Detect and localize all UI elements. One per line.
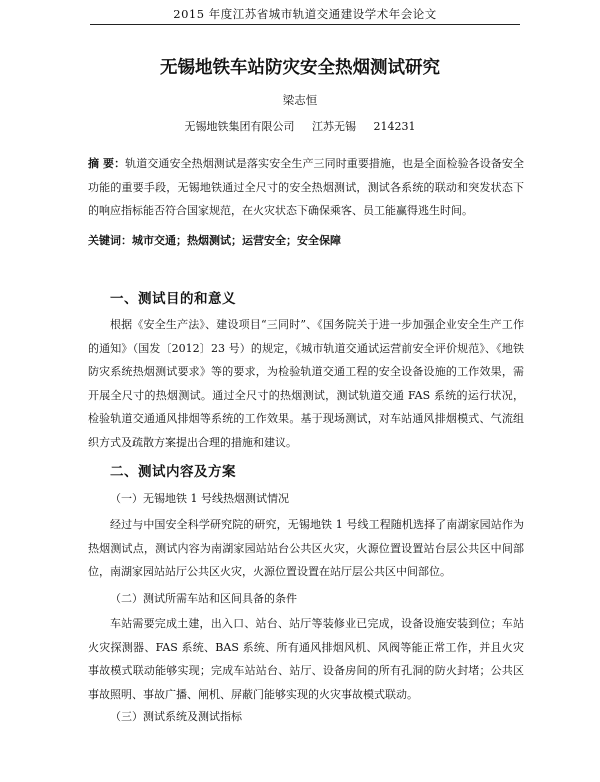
author-name: 梁志恒 [282,93,318,107]
subsection-1-heading: （一）无锡地铁 1 号线热烟测试情况 [110,492,289,505]
subsection-1-paragraph: 经过与中国安全科学研究院的研究，无锡地铁 1 号线工程随机选择了南湖家园站作为热烟测试点，测试内容为南湖家园站站台公共区火灾，火源位置设置站台层公共区中间部位，南湖家园站站厅公共区火灾，火源位置设置在站厅层公共区中间部位。 [88,518,524,578]
author-affiliation: 无锡地铁集团有限公司 江苏无锡 214231 [184,120,416,133]
keywords-text: 城市交通；热烟测试；运营安全；安全保障 [132,234,341,247]
section-1-heading: 一、测试目的和意义 [110,291,236,307]
keywords [88,232,524,248]
abstract-text: 轨道交通安全热烟测试是落实安全生产三同时重要措施，也是全面检验各设备安全功能的重要手段，无锡地铁通过全尺寸的安全热烟测试，测试各系统的联动和突发状态下的响应指标能否符合国家规范，在火灾状态下确保乘客、员工能赢得逃生时间。 [88,157,524,217]
running-header: 2015 年度江苏省城市轨道交通建设学术年会论文 [90,6,520,25]
section-2-heading: 二、测试内容及方案 [110,464,236,480]
subsection-2-heading: （二）测试所需车站和区间具备的条件 [110,592,297,605]
paper-title: 无锡地铁车站防灾安全热烟测试研究 [160,58,440,78]
subsection-3-heading: （三）测试系统及测试指标 [110,710,242,723]
abstract [88,152,524,223]
section-1-paragraph: 根据《安全生产法》、建设项目“三同时”、《国务院关于进一步加强企业安全生产工作的通知》（国发〔2012〕23 号）的规定，《城市轨道交通试运营前安全评价规范》、《地铁防灾系统热烟测试要求》等的要求，为检验轨道交通工程的安全设备设施的工作效果，需开展全尺寸的热烟测试。通过全尺寸的热烟测试，测试轨道交通 FAS 系统的运行状况，检验轨道交通通风排烟等系统的工作效果。基于现场测试，对车站通风排烟模式、气流组织方式及疏散方案提出合理的措施和建议。 [88,318,524,449]
keywords-label: 关键词： [88,234,132,247]
abstract-label: 摘 要： [88,157,126,170]
subsection-2-paragraph: 车站需要完成土建，出入口、站台、站厅等装修业已完成，设备设施安装到位；车站火灾探测器、FAS 系统、BAS 系统、所有通风排烟风机、风阀等能正常工作，并且火灾事故模式联动能够实现；完成车站站台、站厅、设备房间的所有孔洞的防火封堵；公共区事故照明、事故广播、闸机、屏蔽门能够实现的火灾事故模式联动。 [88,617,524,701]
